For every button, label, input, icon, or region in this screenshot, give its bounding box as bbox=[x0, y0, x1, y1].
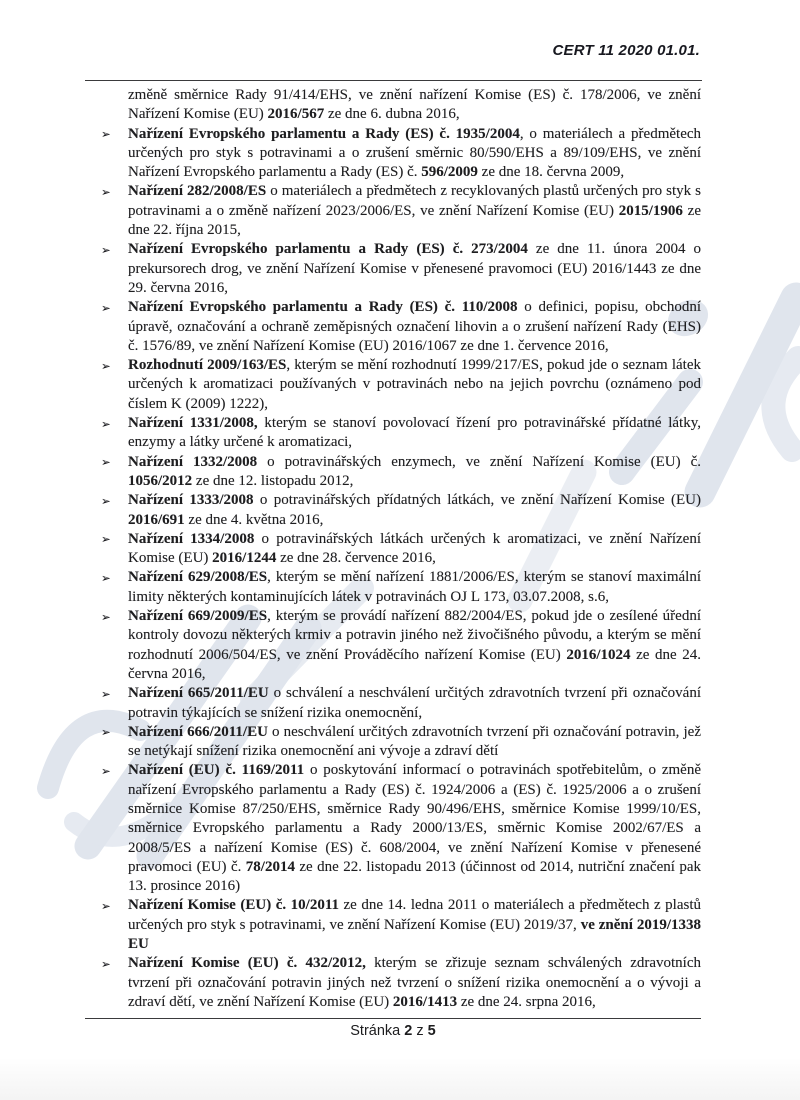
bullet-arrow-icon: ➢ bbox=[101, 127, 111, 142]
document-code: CERT 11 2020 01.01. bbox=[552, 42, 700, 59]
regulation-item bbox=[101, 568, 701, 607]
page-number-of-word: z bbox=[416, 1023, 424, 1039]
regulation-item-text: Nařízení Evropského parlamentu a Rady (ES) č. 273/2004 ze dne 11. února 2004 o prekursorech drog, ve znění Nařízení Komise v přenesené pravomoci (EU) 2016/1443 ze dne 29. června 2016, bbox=[128, 241, 701, 296]
regulation-item-text: Nařízení 665/2011/EU o schválení a neschválení určitých zdravotních tvrzení při označování potravin týkajících se snížení rizika onemocnění, bbox=[128, 685, 701, 721]
bullet-arrow-icon: ➢ bbox=[101, 898, 111, 913]
bullet-arrow-icon: ➢ bbox=[101, 242, 111, 257]
bullet-arrow-icon: ➢ bbox=[101, 686, 111, 701]
regulation-item-text: Nařízení 1331/2008, kterým se stanoví povolovací řízení pro potravinářské přídatné látky, enzymy a látky určené k aromatizaci, bbox=[128, 415, 702, 451]
regulation-item-text: Nařízení 1332/2008 o potravinářských enzymech, ve znění Nařízení Komise (EU) č. 1056/2012 ze dne 12. listopadu 2012, bbox=[128, 453, 701, 489]
regulation-item-text: Rozhodnutí 2009/163/ES, kterým se mění rozhodnutí 1999/217/ES, pokud jde o seznam látek určených k aromatizaci používaných v potravinách nebo na jejich povrchu (oznámeno pod číslem K (2009) 1222), bbox=[128, 357, 701, 412]
regulation-item bbox=[101, 356, 701, 414]
bullet-arrow-icon: ➢ bbox=[101, 570, 111, 585]
page-number-label: Stránka bbox=[350, 1023, 401, 1039]
regulation-item-text: Nařízení 1333/2008 o potravinářských přídatných látkách, ve znění Nařízení Komise (EU) 2016/691 ze dne 4. května 2016, bbox=[128, 492, 701, 528]
regulation-item bbox=[101, 414, 702, 453]
regulation-item-text: Nařízení 666/2011/EU o neschválení určitých zdravotních tvrzení při označování potravin, jež se netýkají snížení rizika onemocnění ani vývoje a zdraví dětí bbox=[128, 723, 701, 760]
regulation-item bbox=[101, 491, 701, 530]
regulation-item bbox=[101, 607, 701, 684]
regulation-item-text: Nařízení 669/2009/ES, kterým se provádí nařízení 882/2004/ES, pokud jde o zesílené úřední kontroly dovozu některých krmiv a potravin jiného než živočišného původu, a kterým se mění rozhodnutí 2006/504/ES, ve znění Prováděcího nařízení Komise (EU) 2016/1024 ze dne 24. června 2016, bbox=[128, 608, 701, 682]
regulation-item bbox=[101, 453, 701, 492]
bullet-arrow-icon: ➢ bbox=[101, 358, 111, 373]
footer-rule bbox=[85, 1018, 701, 1019]
regulation-item-text: Nařízení Evropského parlamentu a Rady (ES) č. 110/2008 o definici, popisu, obchodní úpravě, označování a ochraně zeměpisných označení lihovin a o zrušení nařízení Rady (EHS) č. 1576/89, ve znění Nařízení Komise (EU) 2016/1067 ze dne 1. července 2016, bbox=[128, 299, 702, 354]
regulation-item-text: Nařízení Komise (EU) č. 432/2012, kterým se zřizuje seznam schválených zdravotních tvrzení při označování potravin jiných než tvrzení o snížení rizika onemocnění a o vývoji a zdraví dětí, ve znění Nařízení Komise (EU) 2016/1413 ze dne 24. srpna 2016, bbox=[128, 955, 702, 1010]
bullet-arrow-icon: ➢ bbox=[101, 416, 111, 431]
regulation-list bbox=[101, 86, 702, 1012]
regulation-item bbox=[101, 761, 701, 896]
bullet-arrow-icon: ➢ bbox=[101, 532, 111, 547]
regulation-item-text: Nařízení 1334/2008 o potravinářských látkách určených k aromatizaci, ve znění Nařízení Komise (EU) 2016/1244 ze dne 28. července 2016, bbox=[128, 530, 701, 567]
regulation-item-text: Nařízení 629/2008/ES, kterým se mění nařízení 1881/2006/ES, kterým se stanoví maximální limity některých kontaminujících látek v potravinách OJ L 173, 03.07.2008, s.6, bbox=[128, 569, 701, 605]
regulation-item bbox=[101, 723, 701, 762]
regulation-item-text: Nařízení 282/2008/ES o materiálech a předmětech z recyklovaných plastů určených pro styk s potravinami a o změně nařízení 2023/2006/ES, ve znění Nařízení Komise (EU) 2015/1906 ze dne 22. října 2015, bbox=[128, 183, 701, 239]
regulation-item bbox=[101, 125, 702, 183]
bullet-arrow-icon: ➢ bbox=[101, 300, 111, 315]
bullet-arrow-icon: ➢ bbox=[101, 956, 111, 971]
page-number-current: 2 bbox=[404, 1023, 413, 1039]
regulation-item-text: Nařízení Komise (EU) č. 10/2011 ze dne 14. ledna 2011 o materiálech a předmětech z plastů určených pro styk s potravinami, ve znění Nařízení Komise (EU) 2019/37, ve znění 2019/1338 EU bbox=[128, 897, 701, 953]
regulation-item-text: Nařízení (EU) č. 1169/2011 o poskytování informací o potravinách spotřebitelům, o změně nařízení Evropského parlamentu a Rady (ES) č. 1924/2006 a (ES) č. 1925/2006 a o zrušení směrnice Komise 87/250/EHS, směrnice Rady 90/496/EHS, směrnice Komise 1999/10/ES, směrnice Evropského parlamentu a Rady 2000/13/ES, směrnic Komise 2002/67/ES a 2008/5/ES a nařízení Komise (ES) č. 608/2004, ve znění Nařízení Komise v přenesené pravomoci (EU) č. 78/2014 ze dne 22. listopadu 2013 (účinnost od 2014, nutriční značení pak 13. prosince 2016) bbox=[128, 762, 701, 895]
bullet-arrow-icon: ➢ bbox=[101, 763, 111, 778]
regulation-item bbox=[101, 896, 701, 954]
regulation-item bbox=[101, 298, 702, 356]
regulation-item bbox=[101, 240, 701, 298]
regulation-item bbox=[101, 684, 701, 723]
page-number-total: 5 bbox=[427, 1023, 436, 1039]
regulation-item-text: Nařízení Evropského parlamentu a Rady (ES) č. 1935/2004, o materiálech a předmětech určených pro styk s potravinami a o zrušení směrnic 80/590/EHS a 89/109/EHS, ve znění Nařízení Evropského parlamentu a Rady (ES) č. 596/2009 ze dne 18. června 2009, bbox=[128, 125, 702, 181]
regulation-item bbox=[101, 182, 701, 240]
header-rule bbox=[85, 80, 702, 81]
bullet-arrow-icon: ➢ bbox=[101, 609, 111, 624]
bullet-arrow-icon: ➢ bbox=[101, 493, 111, 508]
bullet-arrow-icon: ➢ bbox=[101, 455, 111, 470]
regulation-item bbox=[101, 530, 701, 569]
intro-continuation-paragraph: změně směrnice Rady 91/414/EHS, ve znění nařízení Komise (ES) č. 178/2006, ve znění Nařízení Komise (EU) 2016/567 ze dne 6. dubna 2016, bbox=[128, 87, 701, 123]
page-footer bbox=[85, 1023, 701, 1039]
regulation-item bbox=[101, 954, 702, 1012]
bullet-arrow-icon: ➢ bbox=[101, 184, 111, 199]
bullet-arrow-icon: ➢ bbox=[101, 725, 111, 740]
